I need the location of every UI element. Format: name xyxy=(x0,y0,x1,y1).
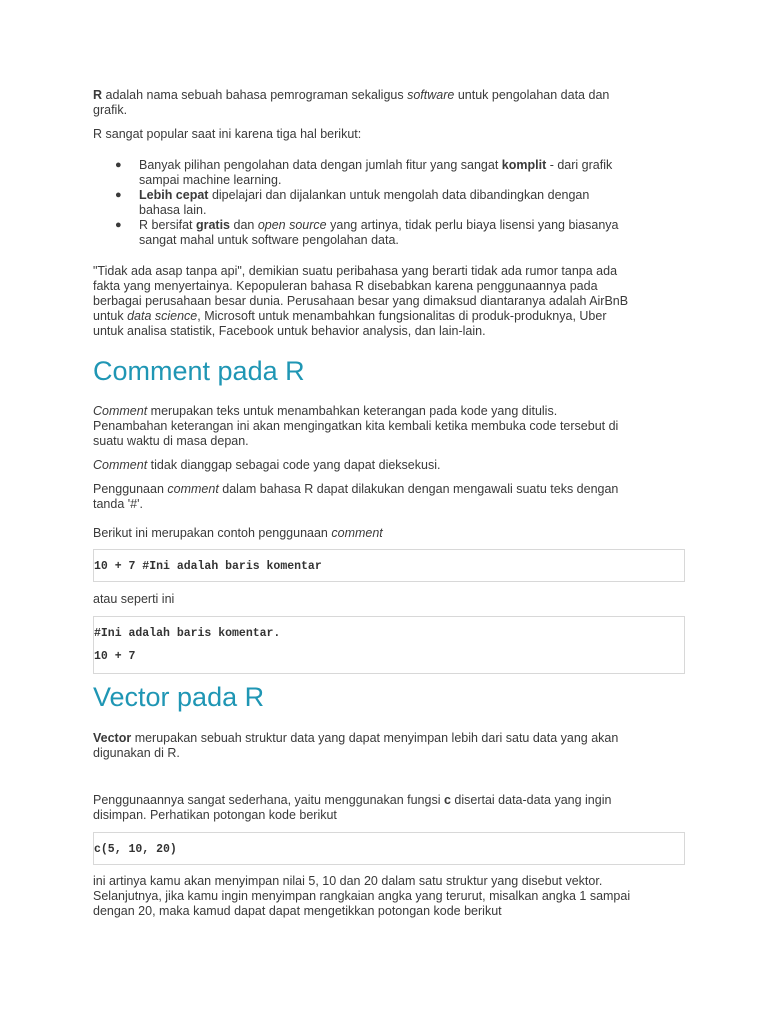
comment-p1-line3: suatu waktu di masa depan. xyxy=(93,434,249,448)
comment-paragraph-1 xyxy=(93,404,618,449)
code-line: 10 + 7 xyxy=(94,650,136,663)
comment-p2-a: tidak dianggap sebagai code yang dapat dieksekusi. xyxy=(147,458,441,472)
comment-p4-a: Berikut ini merupakan contoh penggunaan xyxy=(93,526,332,540)
code-block xyxy=(93,832,685,865)
popularity-line4-a: untuk xyxy=(93,309,128,323)
reason-1-bold: komplit xyxy=(501,158,547,172)
code-line: 10 + 7 #Ini adalah baris komentar xyxy=(94,560,322,573)
reason-3-bold: gratis xyxy=(195,218,231,232)
reason-3-text-c: yang artinya, tidak perlu biaya lisensi yang biasanya xyxy=(326,218,619,232)
intro-text-a: adalah nama sebuah bahasa pemrograman sekaligus xyxy=(102,88,408,102)
list-item xyxy=(93,218,685,248)
reasons-list xyxy=(93,158,685,248)
bullet-icon: ● xyxy=(115,159,122,171)
code-line: #Ini adalah baris komentar. xyxy=(94,627,281,640)
code-line: c(5, 10, 20) xyxy=(94,843,177,856)
vector-bold: Vector xyxy=(93,731,132,745)
bullet-icon: ● xyxy=(115,219,122,231)
reason-3-line2: sangat mahal untuk software pengolahan data. xyxy=(139,233,399,247)
comment-p3-a: Penggunaan xyxy=(93,482,168,496)
vector-p3-line2: Selanjutnya, jika kamu ingin menyimpan rangkaian angka yang terurut, misalkan angka 1 sampai xyxy=(93,889,631,903)
comment-p3-line2: tanda '#'. xyxy=(93,497,143,511)
popularity-italic: data science xyxy=(127,309,198,323)
code-block xyxy=(93,549,685,582)
comment-paragraph-5: atau seperti ini xyxy=(93,592,175,606)
comment-italic-4: comment xyxy=(331,526,383,540)
reason-3-text-a: R bersifat xyxy=(139,218,196,232)
vector-heading: Vector pada R xyxy=(93,682,265,712)
popularity-line3: berbagai perusahaan besar dunia. Perusahaan besar yang dimaksud diantaranya adalah AirBnB xyxy=(93,294,629,308)
intro-lead: R sangat popular saat ini karena tiga hal berikut: xyxy=(93,127,362,141)
vector-p2-a: Penggunaannya sangat sederhana, yaitu menggunakan fungsi xyxy=(93,793,444,807)
vector-bold-c: c xyxy=(443,793,451,807)
popularity-line1: "Tidak ada asap tanpa api", demikian suatu peribahasa yang berarti tidak ada rumor tanpa ada xyxy=(93,264,618,278)
reason-2-line2: bahasa lain. xyxy=(139,203,207,217)
reason-2-bold: Lebih cepat xyxy=(139,188,209,202)
list-item xyxy=(93,188,685,218)
vector-p2-b: disertai data-data yang ingin xyxy=(450,793,612,807)
comment-italic-2: Comment xyxy=(93,458,148,472)
vector-p3-line3: dengan 20, maka kamud dapat dapat mengetikkan potongan kode berikut xyxy=(93,904,502,918)
reason-3-italic: open source xyxy=(257,218,327,232)
comment-italic-3: comment xyxy=(167,482,219,496)
comment-p1-line2: Penambahan keterangan ini akan mengingatkan kita kembali ketika membuka code tersebut di xyxy=(93,419,619,433)
comment-paragraph-4 xyxy=(93,526,383,541)
code-block xyxy=(93,616,685,674)
popularity-paragraph xyxy=(93,264,628,339)
comment-paragraph-3 xyxy=(93,482,618,512)
comment-p3-b: dalam bahasa R dapat dilakukan dengan mengawali suatu teks dengan xyxy=(218,482,619,496)
comment-paragraph-2 xyxy=(93,458,440,473)
list-item xyxy=(93,158,685,188)
vector-p2-line2: disimpan. Perhatikan potongan kode berikut xyxy=(93,808,337,822)
vector-paragraph-3 xyxy=(93,874,675,919)
comment-heading: Comment pada R xyxy=(93,356,305,386)
reason-1-text-b: - dari grafik xyxy=(546,158,613,172)
intro-bold-r: R xyxy=(93,88,103,102)
popularity-line2: fakta yang menyertainya. Kepopuleran bahasa R disebabkan karena penggunaannya pada xyxy=(93,279,598,293)
reason-3-text-b: dan xyxy=(230,218,258,232)
vector-p1-a: merupakan sebuah struktur data yang dapat menyimpan lebih dari satu data yang akan xyxy=(131,731,619,745)
reason-2-text-b: dipelajari dan dijalankan untuk mengolah data dibandingkan dengan xyxy=(208,188,590,202)
intro-line2: grafik. xyxy=(93,103,128,117)
vector-paragraph-2 xyxy=(93,793,675,823)
vector-p3-line1: ini artinya kamu akan menyimpan nilai 5, 10 dan 20 dalam satu struktur yang disebut vektor. xyxy=(93,874,603,888)
intro-italic-software: software xyxy=(407,88,455,102)
comment-p1-a: merupakan teks untuk menambahkan keterangan pada kode yang ditulis. xyxy=(147,404,558,418)
popularity-line5: untuk analisa statistik, Facebook untuk behavior analysis, dan lain-lain. xyxy=(93,324,486,338)
intro-text-b: untuk pengolahan data dan xyxy=(454,88,610,102)
popularity-line4-b: , Microsoft untuk menambahkan fungsionalitas di produk-produknya, Uber xyxy=(197,309,607,323)
bullet-icon: ● xyxy=(115,189,122,201)
intro-paragraph xyxy=(93,88,609,118)
vector-paragraph-1 xyxy=(93,731,675,761)
reason-1-line2: sampai machine learning. xyxy=(139,173,282,187)
comment-italic: Comment xyxy=(93,404,148,418)
reason-1-text-a: Banyak pilihan pengolahan data dengan jumlah fitur yang sangat xyxy=(139,158,502,172)
vector-p1-line2: digunakan di R. xyxy=(93,746,180,760)
